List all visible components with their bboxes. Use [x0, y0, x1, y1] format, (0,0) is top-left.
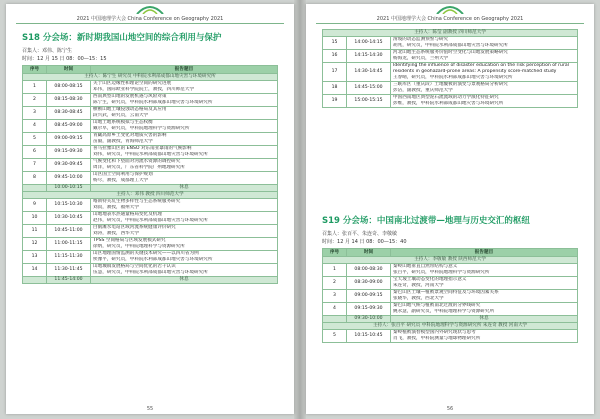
report-speaker: residents in geohazard-prone areas: A propensity score-matched study	[393, 69, 557, 74]
report-speaker: 肖飞，教授，中科院测量与地球物理研究所	[393, 336, 481, 341]
break-label: 休息	[91, 185, 278, 192]
host-text: 主持人：邓伟 教授 四川师范大学	[23, 192, 278, 199]
report-speaker: 王春晴，研究员，中科院水利部成都山地灾害与环境研究所	[393, 75, 513, 80]
row-time: 10:30-10:45	[47, 212, 91, 225]
header-text: 2021 中国地理学大会 China Conference on Geography 2021	[76, 16, 224, 22]
row-time: 08:00-08:15	[47, 81, 91, 94]
report-title: 关于山区边缘性和理论空间的研究进展	[93, 81, 172, 86]
report-cell	[391, 303, 578, 316]
table-row	[323, 303, 578, 316]
schedule-table	[22, 65, 278, 284]
break-no-cell	[23, 185, 47, 192]
table-row	[323, 63, 578, 82]
report-speaker: 胡兆，研究员，中科院水利部成都山地灾害与环境研究所	[393, 43, 508, 48]
host-row	[323, 30, 578, 37]
header-rule	[316, 23, 584, 24]
right-page	[306, 4, 594, 414]
break-no-cell	[23, 277, 47, 284]
report-cell	[391, 37, 578, 50]
report-cell	[391, 290, 578, 303]
convener-label: 召集人：	[22, 48, 43, 54]
host-text: 主持人：张百平 研究员 中科院地理科学与资源研究所 朱连奇 教授 河南大学	[323, 323, 578, 330]
report-title: 宝天坡土壤动态变化的地理指示意义	[393, 277, 467, 282]
report-cell	[91, 264, 278, 277]
row-number: 4	[23, 120, 47, 133]
row-time: 09:30-09:45	[47, 159, 91, 172]
row-time: 08:30-08:45	[47, 107, 91, 120]
report-cell	[391, 82, 578, 95]
session-s19	[322, 214, 578, 343]
row-number: 1	[23, 81, 47, 94]
row-time: 09:15-09:30	[347, 303, 391, 316]
col-time-header: 时间	[347, 249, 391, 257]
convener-line	[322, 230, 578, 237]
book-gutter	[294, 0, 306, 419]
row-number: 5	[323, 330, 347, 343]
break-row	[23, 185, 278, 192]
row-number: 7	[23, 159, 47, 172]
row-time: 08:30-09:00	[347, 277, 391, 290]
row-number: 11	[23, 225, 47, 238]
schedule-body	[23, 74, 278, 284]
report-cell	[91, 159, 278, 172]
host-row	[323, 323, 578, 330]
row-time: 14:00-14:15	[347, 37, 391, 50]
report-cell	[391, 95, 578, 108]
break-row	[23, 277, 278, 284]
col-time-header: 时间	[47, 66, 91, 74]
report-cell	[91, 225, 278, 238]
report-cell	[91, 107, 278, 120]
report-speaker: 徐炳，研究员，中科院地理科学与资源研究所	[93, 244, 185, 249]
row-number: 6	[23, 146, 47, 159]
table-row	[323, 37, 578, 50]
table-row	[23, 107, 278, 120]
report-speaker: 朱连奇，教授，河南大学	[393, 283, 444, 288]
table-row	[23, 199, 278, 212]
host-row	[23, 192, 278, 199]
table-row	[323, 277, 578, 290]
report-speaker: 侯豫平，研究员，中科院水利部成都山地灾害与环境研究所	[93, 257, 213, 262]
table-row	[323, 95, 578, 108]
report-speaker: 张百平，研究员，中科院地理科学与资源研究所	[393, 270, 490, 275]
col-no-header: 序号	[323, 249, 347, 257]
report-title: 秦巴山地气候与植被南北过渡的分界线研究	[393, 303, 481, 308]
table-row	[23, 146, 278, 159]
break-row	[323, 316, 578, 323]
report-cell	[391, 50, 578, 63]
break-label: 休息	[391, 316, 578, 323]
row-time: 09:00-09:15	[47, 133, 91, 146]
col-no-header: 序号	[23, 66, 47, 74]
break-time: 09:30-10:00	[347, 316, 391, 323]
table-row	[23, 225, 278, 238]
row-number: 5	[23, 133, 47, 146]
row-time: 10:15-10:45	[347, 330, 391, 343]
report-title: 横断山地土壤侵蚀动态格局及其应用	[93, 107, 167, 112]
report-title: 滑坡的动态监测预警与研究	[393, 37, 449, 42]
schedule-body	[323, 30, 578, 108]
row-number: 17	[323, 63, 347, 82]
report-cell	[91, 212, 278, 225]
row-number: 8	[23, 172, 47, 185]
report-speaker: 戴尔阜，研究员，中科院地理科学与资源研究所	[93, 126, 190, 131]
report-cell	[91, 238, 278, 251]
row-number: 3	[23, 107, 47, 120]
report-cell	[91, 133, 278, 146]
row-number: 9	[23, 199, 47, 212]
report-speaker: 张晓华，教授，西北大学	[393, 296, 444, 301]
row-number: 16	[323, 50, 347, 63]
host-row	[23, 74, 278, 81]
report-speaker: 杨尽，教授，成都理工大学	[93, 178, 149, 183]
row-number: 13	[23, 251, 47, 264]
report-speaker: 刘叔，教授，福州大学	[93, 205, 139, 210]
row-number: 1	[323, 264, 347, 277]
table-row	[23, 212, 278, 225]
report-title: 秦岭山地垂直自然带结构与意义	[393, 264, 458, 269]
conference-logo-icon	[433, 4, 467, 14]
host-text: 主持人：李敬敏 教授 陕西师范大学	[323, 257, 578, 264]
time-value: 12 月 14 日 08：00—15：40	[337, 239, 407, 245]
report-cell	[391, 330, 578, 343]
report-title: 三峡库区（重庆段）土地覆被的演变与景观格局分析研究	[393, 82, 508, 87]
row-number: 18	[323, 82, 347, 95]
report-title: 山地土地系统模拟与生态权衡	[93, 120, 153, 125]
table-row	[323, 82, 578, 95]
report-title: 白鹤滩水电站区域河流系统健康评价研究	[93, 225, 176, 230]
session-title: S19 分会场：中国南北过渡带—地理与历史交汇的枢纽	[322, 216, 530, 226]
table-row	[23, 159, 278, 172]
report-cell	[391, 63, 578, 82]
table-row	[23, 238, 278, 251]
table-row	[23, 94, 278, 107]
convener-names: 邓伟、陈宁生	[42, 48, 73, 54]
report-speaker: 刘涛，教授，西华大学	[93, 231, 139, 236]
time-label: 时间：	[322, 239, 338, 245]
report-title: 喜马拉雅山区的 ENSO 对东南亚暴雨的气候影响	[93, 146, 192, 151]
report-speaker: 陈宁生，研究员，中科院水利部成都山地灾害与环境研究所	[93, 100, 213, 105]
page-number: 56	[446, 406, 454, 412]
row-time: 11:30-11:45	[47, 264, 91, 277]
report-speaker: 邓伟，国际欧亚科学院院士，教授，四川师范大学	[93, 87, 195, 92]
row-number: 4	[323, 303, 347, 316]
table-row	[323, 50, 578, 63]
report-cell	[91, 199, 278, 212]
table-header-row	[23, 66, 278, 74]
row-time: 14:15-14:30	[347, 50, 391, 63]
report-speaker: 彭维，教授，中科院水利部成都山地灾害与环境研究所	[393, 101, 504, 106]
row-time: 09:00-09:15	[347, 290, 391, 303]
conference-logo-icon	[133, 4, 167, 14]
report-cell	[91, 120, 278, 133]
row-number: 2	[323, 277, 347, 290]
report-cell	[91, 172, 278, 185]
report-speaker: 苗毅，副教授，青海师范大学	[93, 139, 153, 144]
row-time: 08:15-08:30	[47, 94, 91, 107]
table-row	[23, 133, 278, 146]
report-title: 青藏高原乡土变化对地质灾害的影响	[93, 133, 167, 138]
convener-names: 张百平、朱连奇、李敬敏	[342, 231, 398, 237]
table-row	[323, 330, 578, 343]
report-speaker: 伍慧，研究员，中科院水利部成都山地灾害与环境研究所	[93, 270, 208, 275]
row-time: 08:00-08:30	[347, 264, 391, 277]
table-row	[23, 264, 278, 277]
report-cell	[91, 146, 278, 159]
header-text: 2021 中国地理学大会 China Conference on Geography 2021	[376, 16, 524, 22]
table-row	[23, 120, 278, 133]
report-title: 山区地理国情监测的关键技术研究——以四川省为例	[93, 251, 199, 256]
schedule-table-continued	[322, 29, 578, 108]
break-time: 10:00-10:15	[47, 185, 91, 192]
host-text: 主持人：陈莹 副教授 四川师范大学	[323, 30, 578, 37]
row-number: 10	[23, 212, 47, 225]
row-time: 14:30-14:45	[347, 63, 391, 82]
report-title: 秦巴山区土壤—植被景观空间特征及与环境因素关系	[393, 290, 499, 295]
table-row	[23, 251, 278, 264]
report-speaker: 赵伟，研究员，中科院水利部成都山地灾害与环境研究所	[93, 218, 208, 223]
table-row	[323, 290, 578, 303]
schedule-table	[322, 248, 578, 343]
report-cell	[91, 94, 278, 107]
row-time: 10:45-11:00	[47, 225, 91, 238]
break-no-cell	[323, 316, 347, 323]
row-number: 3	[323, 290, 347, 303]
row-time: 09:45-10:00	[47, 172, 91, 185]
session-title: S18 分会场：新时期我国山地空间的综合利用与保护	[22, 33, 222, 43]
row-number: 14	[23, 264, 47, 277]
row-number: 15	[323, 37, 347, 50]
row-number: 12	[23, 238, 47, 251]
report-title: 秦岭植被演替模型国内外研究现状与思考	[393, 330, 476, 335]
col-report-header: 报告题目	[391, 249, 578, 257]
schedule-body	[323, 257, 578, 343]
report-cell	[91, 251, 278, 264]
report-title: 山区国土空间利用与保护规划	[93, 172, 153, 177]
header-rule	[16, 23, 284, 24]
break-time: 11:45-14:00	[47, 277, 91, 284]
row-time: 14:45-15:00	[347, 82, 391, 95]
row-time: 08:45-09:00	[47, 120, 91, 133]
row-time: 15:00-15:15	[347, 95, 391, 108]
convener-label: 召集人：	[322, 231, 343, 237]
report-speaker: 段兴武，研究员，云南大学	[93, 113, 149, 118]
report-cell	[391, 264, 578, 277]
row-time: 09:15-09:30	[47, 146, 91, 159]
report-title: 山地城镇发展格局与空间优化的若干认识	[93, 264, 176, 269]
session-s18-continued	[322, 29, 578, 108]
report-speaker: 彭洁，副教授，重庆师范大学	[393, 88, 453, 93]
table-row	[23, 172, 278, 185]
report-cell	[391, 277, 578, 290]
time-line	[22, 55, 278, 62]
session-s18	[22, 31, 278, 284]
row-time: 11:00-11:15	[47, 238, 91, 251]
page-number: 55	[146, 406, 154, 412]
time-value: 12 月 15 日 08：00—15：15	[37, 56, 107, 62]
report-speaker: 刘伟，研究员，中科院水利部成都山地灾害与环境研究所	[93, 152, 208, 157]
host-text: 主持人：陈宁生 研究员 中科院水利部成都山地灾害与环境研究所	[23, 74, 278, 81]
report-speaker: 周洋，研究员，广东省科学院广州地理研究所	[93, 165, 185, 170]
page-header	[6, 4, 294, 26]
col-report-header: 报告题目	[91, 66, 278, 74]
report-title: 河北山地生态系统服务价值时空变化与山地发展策略研究	[393, 50, 508, 55]
report-title: 气候变化和下垫面对河流水资源的调控研究	[93, 159, 181, 164]
report-title: 中国西南地区典型泥石流流域的动力学演化特征研究	[393, 95, 499, 100]
row-number: 2	[23, 94, 47, 107]
convener-line	[22, 47, 278, 54]
table-header-row	[323, 249, 578, 257]
report-title: TPSS 空间格局与区域发展模式研究	[93, 238, 166, 243]
page-header	[306, 4, 594, 26]
report-speaker: 杨海龙，研究员，兰州大学	[393, 56, 449, 61]
report-speaker: 姚永慧，副研究员，中科院地理科学与资源研究所	[393, 309, 495, 314]
report-title: Identifying the influence of disaster education on the risk perception of rural	[393, 63, 569, 68]
time-line	[322, 238, 578, 245]
report-title: 喀斯特关坑生物多样性与生态系统服务研究	[93, 199, 181, 204]
row-time: 10:15-10:30	[47, 199, 91, 212]
row-number: 19	[323, 95, 347, 108]
table-row	[23, 81, 278, 94]
report-title: 西南典型山地的发展机遇与风险对策	[93, 94, 167, 99]
left-page	[6, 4, 294, 414]
host-row	[323, 257, 578, 264]
row-time: 11:15-11:30	[47, 251, 91, 264]
table-row	[323, 264, 578, 277]
break-label: 休息	[91, 277, 278, 284]
time-label: 时间：	[22, 56, 38, 62]
report-title: 山地地表水热通量格局变化及机理	[93, 212, 162, 217]
report-cell	[91, 81, 278, 94]
